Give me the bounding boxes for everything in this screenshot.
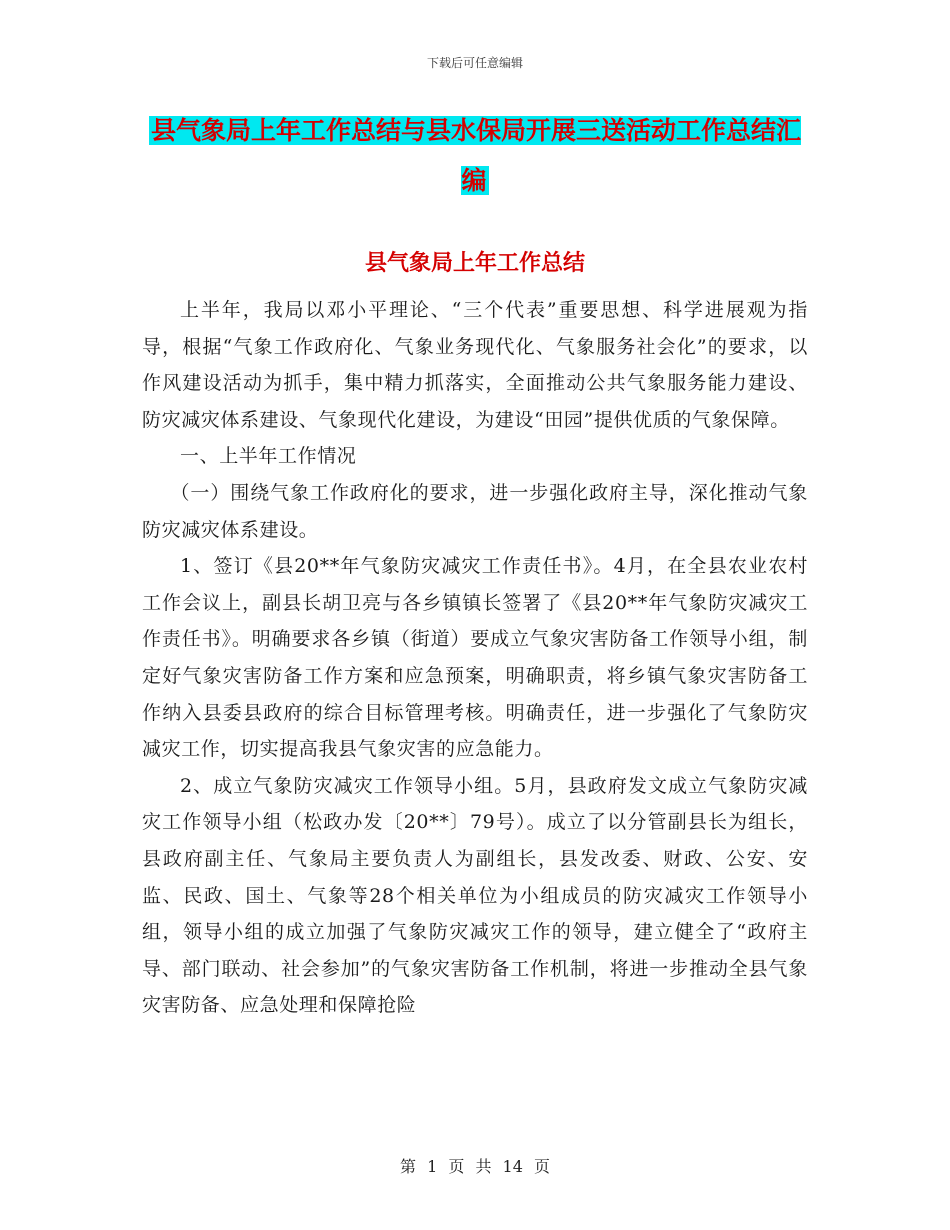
- paragraph-item-1: 1、签订《县20**年气象防灾减灾工作责任书》。4月，在全县农业农村工作会议上，副县长胡卫亮与各乡镇镇长签署了《县20**年气象防灾减灾工作责任书》。明确要求各乡镇（街道）要成立气象灾害防备工作领导小组，制定好气象灾害防备工作方案和应急预案，明确职责，将乡镇气象灾害防备工作纳入县委县政府的综合目标管理考核。明确责任，进一步强化了气象防灾减灾工作，切实提高我县气象灾害的应急能力。: [142, 555, 808, 761]
- document-title-text: 县气象局上年工作总结与县水保局开展三送活动工作总结汇编: [150, 116, 801, 195]
- heading-first-half-work: 一、上半年工作情况: [180, 445, 357, 468]
- subheading-government: （一）围绕气象工作政府化的要求，进一步强化政府主导，深化推动气象防灾减灾体系建设。: [142, 481, 808, 541]
- paragraph-item-2: 2、成立气象防灾减灾工作领导小组。5月，县政府发文成立气象防灾减灾工作领导小组（松政办发〔20**〕79号）。成立了以分管副县长为组长，县政府副主任、气象局主要负责人为副组长，县发改委、财政、公安、安监、民政、国土、气象等28个相关单位为小组成员的防灾减灾工作领导小组，领导小组的成立加强了气象防灾减灾工作的领导，建立健全了“政府主导、部门联动、社会参加”的气象灾害防备工作机制，将进一步推动全县气象灾害防备、应急处理和保障抢险: [142, 774, 808, 1017]
- section-title: 县气象局上年工作总结: [364, 251, 585, 276]
- document-body: [142, 292, 808, 1024]
- header-note: 下载后可任意编辑: [426, 56, 523, 70]
- page-footer: 第 1 页 共 14 页: [400, 1157, 550, 1176]
- paragraph-intro: 上半年，我局以邓小平理论、“三个代表”重要思想、科学进展观为指导，根据“气象工作政府化、气象业务现代化、气象服务社会化”的要求，以作风建设活动为抓手，集中精力抓落实，全面推动公共气象服务能力建设、防灾减灾体系建设、气象现代化建设，为建设“田园”提供优质的气象保障。: [142, 299, 808, 431]
- document-title: [140, 106, 810, 206]
